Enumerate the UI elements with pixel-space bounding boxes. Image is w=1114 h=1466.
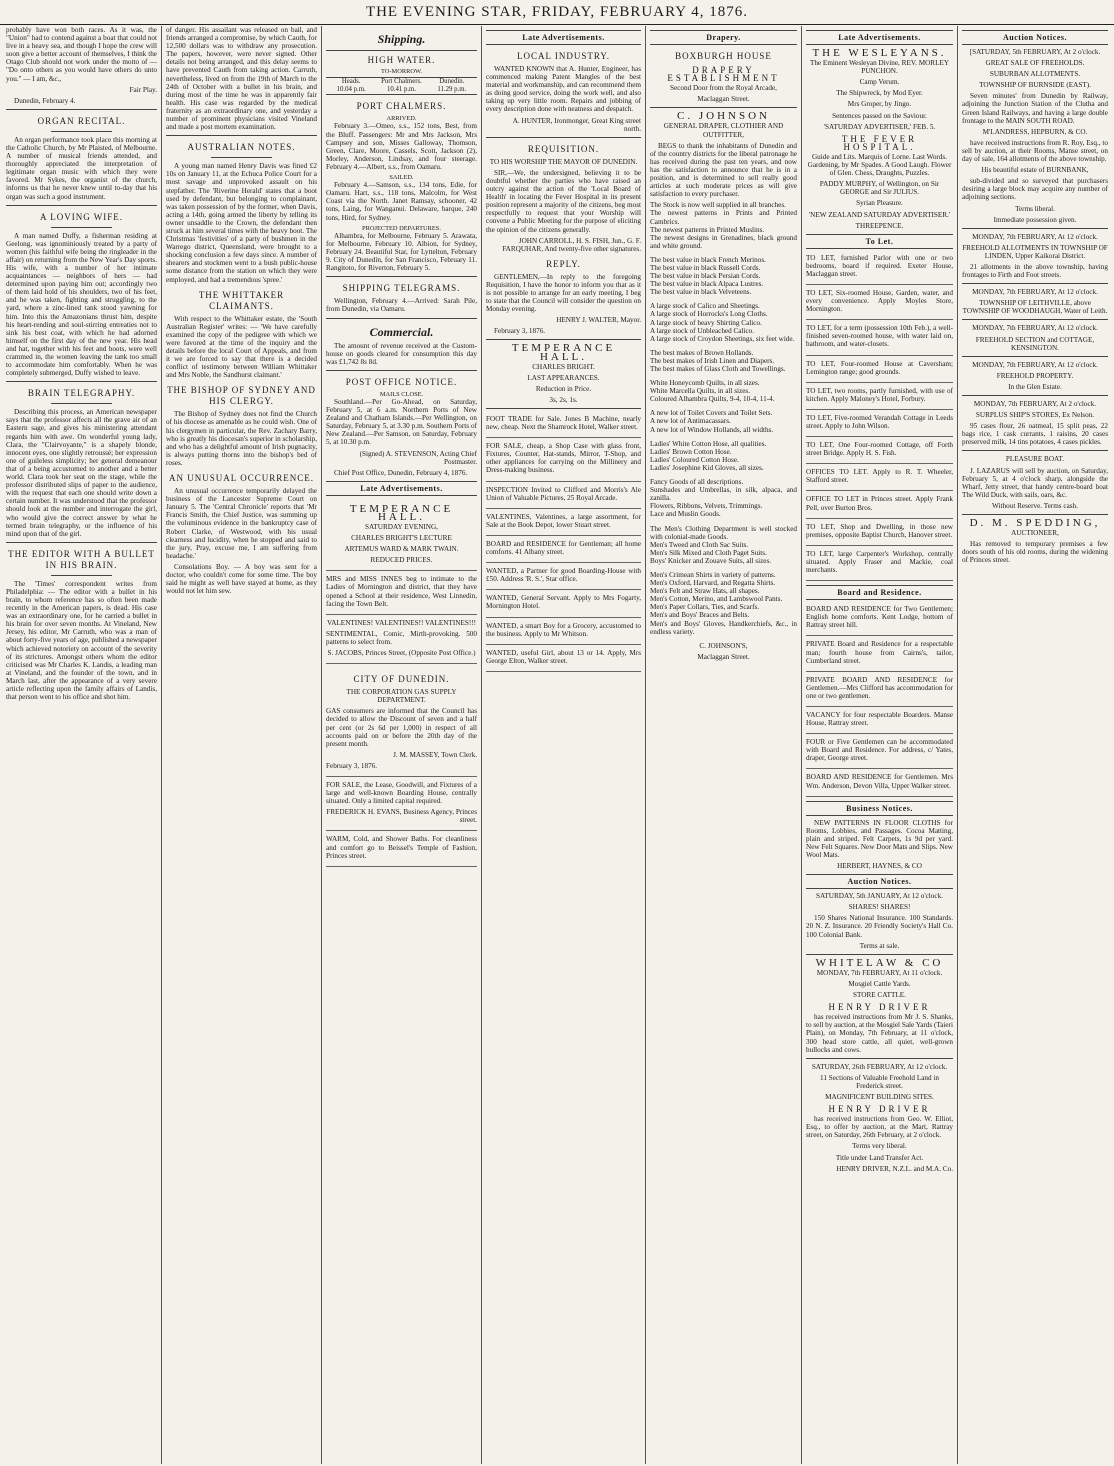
list-item: Fancy Goods of all descriptions.: [650, 478, 744, 487]
divider: [6, 109, 157, 110]
to-let-ad: [806, 493, 953, 518]
list-item: The newest designs in Grenadines, black ground and white ground.: [650, 233, 797, 250]
industry-text: WANTED KNOWN that A. Hunter, Engineer, has commenced making Patent Mangles of the best material and workmanship, and can recommend them as doing good service, doing the work well, and also taking up very little room. Repairs and jobbing of every description done with neatness and despatch.: [486, 65, 641, 114]
auction-terms: Terms at sale.: [859, 941, 900, 950]
divider: [650, 107, 797, 108]
title-act: Title under Land Transfer Act.: [835, 1153, 924, 1162]
divider: [962, 283, 1108, 284]
spedding-sub: AUCTIONEER,: [1011, 529, 1059, 538]
driver-sign: HENRY DRIVER, N.Z.L. and M.A. Co.: [836, 1164, 953, 1173]
arrived-text: February 3.—Omeo, s.s., 152 tons, Best, from the Bluff. Passengers: Mr and Mrs Jackson, Mrs Campsey and son, Misses Galloway, Thomson, Green, Clare, Moore, Cassels, Scott, Jackson (2), Morley, Anderson, Lindsay, and four steerage. February 4.—Albert, s.s., from Oamaru.: [326, 122, 477, 171]
ad-text: TO LET, Four-roomed House at Caversham; Lemington range; good grounds.: [806, 359, 953, 376]
a1-sub: SUBURBAN ALLOTMENTS.: [989, 70, 1081, 79]
spedding-text: Has removed to temporary premises a few doors south of his old rooms, during the widening of Princes street.: [962, 540, 1108, 565]
ad-baths: [326, 833, 477, 866]
list-item: White Honeycomb Quilts, in all sizes.: [650, 379, 760, 388]
to-let-ad: [806, 466, 953, 491]
johnson-stock-list: [650, 201, 797, 635]
ad-line: REDUCED PRICES.: [370, 556, 433, 565]
list-item: The best value in black Persian Cords.: [650, 272, 761, 281]
ad-text: TO LET, Shop and Dwelling, in those new premises, opposite Baptist Church, Hanover street.: [806, 522, 953, 539]
ad-text: GAS consumers are informed that the Council has decided to allow the Discount of seven and a half per cent (or 2s 6d per 1,000) in respect of all accounts paid on or before the 20th day of the present month.: [326, 707, 477, 748]
th-line: 3s, 2s, 1s.: [549, 395, 578, 404]
ad-text: WANTED, a Partner for good Boarding-House with £50. Address 'R. S.', Star office.: [486, 567, 641, 584]
divider: [806, 1058, 953, 1059]
divider: [962, 514, 1108, 515]
classified-ad: [486, 538, 641, 563]
accident-text: An unusual occurrence temporarily delayed the business of the Lancester Supreme Court on January 5. The 'Central Chronicle' reports that 'Mr Francis Smith, the Chief Justice, was summing up the voluminous evidence in the bankruptcy case of Robert Clarke, of Westwood, with his usual clearness and lucidity, when he stopped and said to the jury, Pray, excuse me, I am suffering from headache.': [166, 487, 317, 560]
mon5-date: MONDAY, 7th FEBRUARY, At 2 o'clock.: [973, 400, 1097, 408]
high-water-table: [326, 77, 477, 95]
sat-date: SATURDAY, 26th FEBRUARY, At 12 o'clock.: [811, 1062, 948, 1071]
list-item: Men's and Boys' Gloves, Handkerchiefs, &c., in endless variety.: [650, 619, 797, 636]
a1-firm-text: have received instructions from R. Roy, Esq., to sell by auction, at their Rooms, Manse street, on day of sale, 164 allotments of the above township.: [962, 138, 1108, 164]
mon4-date: MONDAY, 7th FEBRUARY, At 12 o'clock.: [972, 360, 1098, 369]
ad-text: FOR SALE, the Lease, Goodwill, and Fixtures of a large and well-known Boarding House, centrally situated. Only a limited capital required.: [326, 780, 477, 806]
to-let-ad: [806, 358, 953, 383]
list-item: Sunshades and Umbrellas, in silk, alpaca, and zanilla.: [650, 486, 797, 503]
list-item: The best makes of Glass Cloth and Towellings.: [650, 365, 786, 373]
fever-title: THE FEVER HOSPITAL.: [841, 133, 918, 152]
column-4: [482, 26, 646, 1464]
brain-title: BRAIN TELEGRAPHY.: [27, 388, 136, 399]
boxburgh-title: BOXBURGH HOUSE: [675, 51, 772, 61]
ad-text: VALENTINES, Valentines, a large assortment, for Sale at the Book Depot, lower Stuart street.: [486, 512, 641, 529]
closing-text: Consolations Boy. — A boy was sent for a doctor, who couldn't come for some time. The boy said he might as well have stayed at home, as they would not let him sew.: [166, 562, 317, 596]
hw-place: Dunedin.: [439, 78, 465, 86]
mon2-title: TOWNSHIP OF LEITHVILLE, above TOWNSHIP OF WOODHAUGH, Water of Leith.: [962, 299, 1108, 316]
board-ad: [806, 638, 953, 671]
spedding-title: D. M. SPEDDING,: [969, 517, 1101, 530]
ad-sub: THE CORPORATION GAS SUPPLY DEPARTMENT.: [346, 688, 457, 705]
ad-sub: SATURDAY EVENING,: [365, 523, 438, 532]
list-item: A large stock of heavy Shirting Calico.: [650, 318, 762, 327]
auction-text: 150 Shares National Insurance. 100 Standards. 20 N. Z. Insurance. 20 Friendly Society's Hall Co. 100 Colonial Bank.: [806, 914, 953, 939]
a1-title: GREAT SALE OF FREEHOLDS.: [985, 59, 1085, 68]
to-let-ad: [806, 385, 953, 410]
list-item: The best value in black Velveteens.: [650, 288, 752, 297]
driver2-text: has received instructions from Geo. W. Elliot, Esq., to offer by auction, at the Mart, Rattray street, on Saturday, 26th February, at 2 o'clock.: [806, 1115, 953, 1140]
ad-title: CITY OF DUNEDIN.: [353, 674, 450, 685]
list-item: Men's Oxford, Harvard, and Regatta Shirts.: [650, 579, 776, 588]
ad-text: TO LET, furnished Parlor with one or two bedrooms, board if required. Exeter House, Maclaggan street.: [806, 253, 953, 278]
a1-township: TOWNSHIP OF BURNSIDE (EAST).: [979, 81, 1091, 90]
port-chalmers-title: PORT CHALMERS.: [356, 101, 447, 112]
johnson-sign: C. JOHNSON'S,: [699, 641, 748, 650]
auction-title: Auction Notices.: [962, 30, 1108, 45]
auction-title: Auction Notices.: [806, 874, 953, 889]
post-office-text: Southland.—Per Go-Ahead, on Saturday, February 5, at 6 a.m. Northern Ports of New Zealand and Chatham Islands.—Per Wellington, on Saturday, February 5, at 3.30 p.m. Southern Ports of New Zealand.—Per Samson, on Saturday, February 5, at 10.30 p.m.: [326, 397, 477, 447]
list-item: Ladies' Josephine Kid Gloves, all sizes.: [650, 463, 764, 472]
hw-time: 11.29 p.m.: [437, 86, 467, 94]
ad-text: TO LET, two rooms, partly furnished, with use of kitchen. Apply Maloney's Hotel, Forbury.: [806, 386, 953, 403]
board-ad: [806, 709, 953, 734]
telegrams-title: SHIPPING TELEGRAMS.: [342, 283, 461, 294]
a1-estate: His beautiful estate of BURNBANK,: [981, 166, 1089, 175]
list-item: Men's and Boys' Braces and Belts.: [650, 611, 750, 620]
list-item: A new lot of Toilet Covers and Toilet Sets.: [650, 409, 773, 418]
divider: [51, 131, 111, 132]
ad-date: February 3, 1876.: [326, 761, 378, 770]
a1-firm: M'LANDRESS, HEPBURN, & CO.: [982, 127, 1088, 136]
ad-title: VALENTINES! VALENTINES!! VALENTINES!!!: [326, 618, 477, 627]
column-6: [802, 26, 958, 1464]
late-ads-title: Late Advertisements.: [806, 30, 953, 45]
whitelaw-date: MONDAY, 7th FEBRUARY, At 11 o'clock.: [816, 968, 943, 977]
johnson-sub: GENERAL DRAPER, CLOTHIER AND OUTFITTER,: [663, 122, 784, 139]
johnson-intro: BEGS to thank the inhabitants of Dunedin and of the country districts for the liberal patronage he has received during the past ten years, and now has the satisfaction to announce that he is in a position, and is determined to sell really good articles at such moderate prices as will give satisfaction to every purchaser.: [650, 141, 797, 199]
divider: [6, 381, 157, 382]
th-title: TEMPERANCE HALL.: [511, 342, 616, 363]
divider: [326, 276, 477, 277]
newspaper-columns: [2, 26, 1112, 1464]
ad-text: PRIVATE Board and Residence for a respectable man; fourth house from Cairns's, tailor, Cumberland street.: [806, 640, 953, 665]
mon1-date: MONDAY, 7th FEBRUARY, At 12 o'clock.: [972, 232, 1098, 241]
ad-text: FOOT TRADE for Sale. Jones B Machine, nearly new, cheap. Next the Shamrock Hotel, Walker street.: [486, 415, 641, 432]
list-item: Ladies' Brown Cotton Hose.: [650, 447, 732, 456]
ad-valentines: [326, 617, 477, 664]
telegrams-text: Wellington, February 4.—Arrived: Sarah Pile, from Dunedin, via Oamaru.: [326, 297, 477, 314]
drapery-title: Drapery.: [650, 30, 797, 45]
ad-text: TO LET, Six-roomed House, Garden, water, and every convenience. Apply Moyles Store, Mornington.: [806, 288, 953, 314]
reply-date: February 3, 1876.: [494, 327, 546, 336]
business-title: Business Notices.: [806, 801, 953, 816]
ad-sign: J. M. MASSEY, Town Clerk.: [393, 750, 477, 759]
list-item: The best value in black Russell Cords.: [650, 263, 761, 272]
list-item: The best value in black French Merinos.: [650, 255, 766, 264]
johnson-title: C. JOHNSON: [677, 110, 770, 123]
board-ad: [806, 603, 953, 636]
pleasure-boat-terms: Without Reserve. Terms cash.: [992, 501, 1078, 510]
ad-sign: FREDERICK H. EVANS, Business Agency, Princes street.: [326, 808, 477, 825]
classified-ad: [486, 440, 641, 481]
to-let-ad: [806, 521, 953, 546]
business-sign: HERBERT, HAYNES, & CO: [837, 862, 922, 871]
wesleyans-line: The Shipwreck, by Mod Eyer.: [836, 89, 923, 98]
boxburgh-line: Second Door from the Royal Arcade,: [670, 84, 777, 93]
ad-text: FOUR or Five Gentlemen can be accommodated with Board and Residence. For address, c/ Yates, draper, George street.: [806, 738, 953, 763]
mon5-title: SURPLUS SHIP'S STORES, Ex Nelson.: [975, 411, 1095, 420]
reply-sign: HENRY J. WALTER, Mayor.: [556, 316, 641, 325]
nzsat-title: 'NEW ZEALAND SATURDAY ADVERTISER.': [808, 210, 951, 219]
wesleyans-line: Sentences passed on the Saviour.: [832, 111, 927, 120]
mon1-text: 21 allotments in the above township, having frontages to Firth and Foot streets.: [962, 262, 1108, 280]
classified-ad: [486, 484, 641, 509]
list-item: Men's Crimean Shirts in variety of patterns.: [650, 570, 776, 579]
wesleyans-title: THE WESLEYANS.: [812, 47, 947, 59]
classified-ad: [486, 592, 641, 617]
requisition-sub: TO HIS WORSHIP THE MAYOR OF DUNEDIN.: [489, 157, 638, 166]
list-item: The Men's Clothing Department is well stocked with colonial-made Goods.: [650, 524, 797, 541]
arrived-label: ARRIVED.: [386, 115, 417, 123]
list-item: The best makes of Brown Hollands.: [650, 348, 754, 357]
list-item: White Marcella Quilts, in all sizes.: [650, 387, 750, 396]
classified-ad: [486, 565, 641, 590]
divider: [326, 50, 477, 51]
post-office-sign: (Signed) A. STEVENSON, Acting Chief Postmaster.: [359, 449, 477, 466]
divider: [211, 157, 271, 158]
wesleyans-line: Mrs Groper, by Jingo.: [847, 100, 912, 109]
to-let-ad: [806, 439, 953, 464]
mon3-title: FREEHOLD SECTION and COTTAGE, KENSINGTON.: [975, 335, 1095, 352]
hw-time: 10.04 p.m.: [336, 86, 366, 94]
requisition-title: REQUISITION.: [527, 143, 600, 154]
a1-possession: Immediate possession given.: [993, 215, 1077, 224]
ad-text: OFFICE TO LET in Princes street. Apply Frank Pell, over Burton Bros.: [806, 495, 953, 512]
industry-title: LOCAL INDUSTRY.: [516, 51, 610, 61]
auction-date: SATURDAY, 5th JANUARY, At 12 o'clock.: [816, 892, 943, 901]
hw-place: Port Chalmers.: [381, 78, 422, 86]
to-let-ad: [806, 548, 953, 581]
commercial-text: The amount of revenue received at the Custom-house on goods cleared for consumption this day was £1,742 8s 8d.: [326, 341, 477, 366]
masthead: THE EVENING STAR, FRIDAY, FEBRUARY 4, 1876.: [0, 0, 1114, 25]
paddy-line: Syrian Pleasure.: [856, 199, 903, 208]
ad-text: WARM, Cold, and Shower Baths. For cleanliness and comfort go to Beissel's Temple of Fashion, Princes street.: [326, 835, 477, 860]
list-item: Men's Cotton, Merino, and Lambswool Pants.: [650, 595, 783, 604]
post-office-title: POST OFFICE NOTICE.: [345, 376, 458, 387]
hw-time: 10.41 p.m.: [386, 86, 417, 94]
ad-text: VACANCY for four respectable Boarders. Manse House, Rattray street.: [806, 710, 953, 728]
ad-temperance-hall: [326, 499, 477, 572]
sat-title: MAGNIFICENT BUILDING SITES.: [825, 1092, 934, 1101]
high-water-sub: TO-MORROW.: [380, 68, 422, 75]
divider: [51, 403, 111, 404]
to-let-ad: [806, 287, 953, 320]
mails-close-label: MAILS CLOSE.: [379, 390, 424, 398]
ad-text: INSPECTION Invited to Clifford and Morris's Ale Union of Valuable Pictures, 25 Royal Arcade.: [486, 485, 641, 502]
board-ad: [806, 771, 953, 796]
ad-text: TO LET, One Four-roomed Cottage, off Forth street Bridge. Apply H. S. Fish.: [806, 441, 953, 458]
brain-text: Describing this process, an American newspaper says that the professor affects all the grave air of an Eastern sage, and gives his ministering attendant regards him with awe. On wonderful young lady, Clara, the "Clairvoyante," is a shapely blonde, innocent eyes, one slightly retroussé; her expression one of guileless simplicity; her general demeanour that of a being accustomed to another and a better world. Clara took her seat on the stage, while the professor distributed slips of paper to the audience, with the request that each one should write down a certain number. It was understood that the professor should look at the number and interrogate the girl, who would give the correct answer by what he termed brain telegraphy, or the influence of his mind upon that of the girl.: [6, 408, 157, 538]
wesleyans-line: Camp Verum.: [859, 78, 900, 87]
requisition-sign: JOHN CARROLL, H. S. FISH, Jun., G. F. FARQUHAR, And twenty-five other signatures.: [502, 236, 641, 253]
list-item: Men's Silk Mixed and Cloth Paget Suits.: [650, 548, 767, 557]
reply-text: GENTLEMEN,—In reply to the foregoing Requisition, I have the honor to inform you that as it is not possible to arrange for an early meeting, I beg to state that the Council will consider the question on Monday evening.: [486, 272, 641, 314]
whitelaw-sub: STORE CATTLE.: [853, 991, 906, 1000]
divider: [486, 339, 641, 340]
mon2-date: MONDAY, 7th FEBRUARY, At 12 o'clock.: [972, 288, 1098, 297]
ad-text: WANTED, a smart Boy for a Grocery, accustomed to the business. Apply to Mr Whitson.: [486, 621, 641, 638]
projected-text: Alhambra, for Melbourne, February 5. Arawata, for Melbourne, February 10. Albion, for Sydney, February 24. Beautiful Star, for Lyttelton, February 9. City of Dunedin, for San Francisco, February 11. Rangitoto, for Riverton, February 5.: [326, 231, 477, 273]
list-item: Ladies' White Cotton Hose, all qualities.: [650, 439, 767, 448]
to-let-ad: [806, 322, 953, 355]
board-ad: [806, 736, 953, 769]
a1-text: Seven minutes' from Dunedin by Railway, adjoining the Junction Station of the Clutha and Green Island Railways, and having a large double frontage to the MAIN SOUTH ROAD.: [962, 92, 1108, 125]
notes-text: A young man named Henry Davis was fined £2 10s on January 11, at the Echuca Police Court for a most savage and unprovoked assault on his stepfather. The 'Riverine Herald' states that a boot used by defendant, but belonging to complainant, was taken possession of by the former, when Davis, acting a 14th, going armed the liberty by telling its owner unsaddle to the Crown, the defendant then struck at him several times with the heavy boot. The Christmas 'festivities' of a party of bushmen in the Warrego district, Queensland, were brought to a shocking conclusion a few days since. A number of shearers and stockmen went to a bush public-house some distance from the station on which they were employed, and had a tremendous 'spree.': [166, 162, 317, 284]
driver-text: has received instructions from Mr J. S. Shanks, to sell by auction, at the Mosgiel Sale Yards (Taieri Plain), on Monday, 7th February, at 11 o'clock, 300 head store cattle, all quiet, well-grown bullocks and cows.: [806, 1013, 954, 1054]
ad-text: TO LET, large Carpenter's Workshop, centrally situated. Apply Fraser and Mackie, coal merchants.: [806, 549, 953, 575]
list-item: The newest patterns in Printed Muslins.: [650, 225, 765, 234]
divider: [166, 135, 317, 136]
accident-title: AN UNUSUAL OCCURRENCE.: [169, 473, 314, 484]
mon3-date: MONDAY, 7th FEBRUARY, At 12 o'clock.: [972, 324, 1098, 333]
mon5-text: 95 cases flour, 26 oatmeal, 15 split peas, 22 bags rice, 1 cask currants, 1 raisins, 20 cases preserved milk, 14 tins potatoes, 4 cases pickles.: [962, 422, 1108, 447]
ad-text: BOARD and RESIDENCE for Gentleman; all home comforts. 41 Albany street.: [486, 539, 641, 557]
organ-title: ORGAN RECITAL.: [37, 115, 126, 126]
intro-text: probably have won both races. As it was, the "Union" had to contend against a boat that could not live in a heavy sea, and though I hope the crew will soon give a better account of themselves, I think the Otago Club should not work under the motto of — "Do onto others as you would have others do unto you." — I am, &c.,: [6, 26, 157, 83]
list-item: A large stock of Horrocks's Long Cloths.: [650, 310, 768, 319]
shipping-title: Shipping.: [377, 32, 426, 46]
list-item: A large stock of Croydon Sheetings, six feet wide.: [650, 334, 795, 343]
list-item: Men's Felt and Straw Hats, all shapes.: [650, 587, 760, 596]
th-line: Reduction in Price.: [535, 384, 592, 393]
ad-city-gas: [326, 666, 477, 777]
notes-title: AUSTRALIAN NOTES.: [187, 142, 296, 153]
ad-text: FOR SALE, cheap, a Shop Case with glass front, Fixtures, Counter, Hat-stands, Mirror, T-Shop, and other appliances for carrying on the Millinery and Dress-making business.: [486, 442, 641, 475]
list-item: Coloured Alhambra Quilts, 9-4, 10-4, 11-4.: [650, 395, 775, 404]
column-3: [322, 26, 482, 1464]
danger-text: of danger. His assailant was released on bail, and friends arranged a compromise, by which Cauth, for 12,500 dollars was to withdraw any prosecution. The papers, however, were never signed. Other details not being arranged, and this delay seems to have prevented Cauth from taking action. Carruth, nevertheless, lived on from the 19th of March to the 24th of October with a bullet in his brain, and during most of the time he was in apparently fair health. His case was regarded by the medical fraternity as an extraordinary one, and yesterday a number of prominent physicians visited Vineland and made a post mortem examination.: [166, 26, 317, 132]
whittaker-title: THE WHITTAKER CLAIMANTS.: [198, 289, 285, 311]
divider: [806, 954, 953, 955]
list-item: Men's Tweed and Cloth Sac Suits.: [650, 540, 749, 549]
ad-text: WANTED, General Servant. Apply to Mrs Fogarty, Mornington Hotel.: [486, 594, 641, 611]
classified-ad: [486, 647, 641, 672]
list-item: The best makes of Irish Linen and Diapers.: [650, 356, 775, 365]
boxburgh-sub: DRAPERY ESTABLISHMENT: [667, 65, 780, 84]
organ-text: An organ performance took place this morning at the Catholic Church, by Mr Plaisted, of Melbourne. A number of musical friends attended, and thoroughly appreciated the interpretation of legitimate organ music with which they were favored. Mr Sykes, the organist of the church, informs us that he never knew until to-day that his organ was such a good instrument.: [6, 135, 157, 201]
whitelaw-place: Mosgiel Cattle Yards.: [848, 979, 911, 988]
a1-terms: Terms liberal.: [1015, 204, 1055, 213]
ad-text: BOARD AND RESIDENCE for Gentlemen. Mrs Wm. Anderson, Devon Villa, Upper Walker street.: [806, 773, 953, 790]
pleasure-boat-title: PLEASURE BOAT.: [1005, 455, 1065, 464]
late-ads-title: Late Advertisements.: [326, 481, 477, 496]
divider: [51, 575, 111, 576]
divider: [326, 318, 477, 319]
list-item: The best value in black Alpaca Lustres.: [650, 280, 764, 289]
list-item: Ladies' Coloured Cotton Hose.: [650, 455, 739, 464]
divider: [962, 228, 1108, 229]
classified-ad: [486, 511, 641, 536]
sailed-text: February 4.—Samson, s.s., 134 tons, Edie, for Oamaru. Hart, s.s., 118 tons, Malcolm, for West Coast via the North. Janet Ramsay, schooner, 42 tons, Laing, for Wanganui. Delaware, barque, 240 tons, Hird, for Sydney.: [326, 181, 477, 222]
column-1: [2, 26, 162, 1464]
classified-ad: [486, 413, 641, 438]
ad-text: OFFICES TO LET. Apply to R. T. Wheeler, Stafford street.: [806, 468, 953, 485]
high-water-title: HIGH WATER.: [367, 55, 436, 65]
ad-school: [326, 573, 477, 614]
board-ad: [806, 674, 953, 707]
wife-title: A LOVING WIFE.: [39, 211, 124, 222]
auction-heading: SHARES! SHARES!: [848, 903, 911, 912]
fever-text: Guide and Lits. Marquis of Lorne. Last Words. Gardening, by Mr Spades. A Good Laugh. Flower of Glen. Chess, Draughts, Puzzles.: [807, 152, 952, 178]
list-item: A large stock of Unbleached Calico.: [650, 326, 755, 335]
list-item: Flowers, Ribbons, Velvets, Trimmings.: [650, 502, 763, 511]
board-title: Board and Residence.: [806, 585, 953, 600]
divider: [6, 205, 157, 206]
editor-text: The 'Times' correspondent writes from Philadelphia: — The editor with a bullet in his brain, to whom reference has so often been made recently in the American papers, is dead. His case was an extraordinary one, for he carried a bullet in his brain for over seven months. At Vineland, New Jersey, his editor, Mr Carruth, who was a man of about forty-five years of age, published a newspaper which achieved notoriety on account of the severity of its strictures. Amongst others whom the editor criticised was Mr Charles K. Landis, a leading man at Vineland, and the founder of the town, and in March last, after the appearance of a very severe article reflecting upon the family affairs of Landis, that person went to his office and shot him.: [6, 579, 157, 702]
ad-text: SENTIMENTAL, Comic, Mirth-provoking. 500 patterns to select from.: [326, 629, 477, 646]
list-item: Boys' Knicker and Zouave Suits, all sizes.: [650, 556, 772, 565]
to-let-title: To Let.: [806, 234, 953, 249]
driver2-title: HENRY DRIVER: [828, 1104, 931, 1115]
list-item: Men's Paper Collars, Ties, and Scarfs.: [650, 603, 760, 612]
list-item: A large stock of Calico and Sheetings.: [650, 302, 760, 311]
late-ads-title: Late Advertisements.: [486, 30, 641, 45]
sailed-label: SAILED.: [389, 173, 414, 181]
whitelaw-title: WHITELAW & CO: [815, 956, 944, 969]
to-let-ad: [806, 412, 953, 437]
terms: Terms very liberal.: [852, 1142, 907, 1151]
requisition-text: SIR,—We, the undersigned, believing it to be doubtful whether the parties who have raised an outcry against the action of the 'Local Board of Health' in locating the Fever Hospital in its present position represent a majority of the citizens, beg most respectfully to request that your Worship will convene a Public Meeting for the purpose of eliciting the opinion of the citizens generally.: [486, 168, 641, 234]
wife-text: A man named Duffy, a fisherman residing at Geelong, was ignominiously treated by a party of women (his faithful wife being the ringleader in the affair) on returning from the New Year's Day sports. His wife, with a number of her intimate acquaintances — neighbors of hers — had determined upon paying him out; accordingly two of them laid hold of his shoulders, two of his feet, and he was taken, fighting and struggling, to the yard, where a zinc-lined tank stood yawning for him. Into this the Amazonians thrust him, despite his heart-rending and soul-stirring entreaties not to sink his best coat, with which he had adorned himself on the first day of the new year. His head and hat, together with his feet and boots, were well crammed in, the women leaving the tank too small to accommodate him comfortably. When he was completely submerged, Duffy wished to leave.: [6, 231, 157, 378]
ad-text: WANTED, useful Girl, about 13 or 14. Apply, Mrs George Elton, Walker street.: [486, 648, 641, 665]
mon4-sub: In the Glen Estate.: [1008, 382, 1062, 391]
commercial-title: Commercial.: [369, 324, 434, 339]
column-7: [958, 26, 1112, 1464]
column-5: [646, 26, 802, 1464]
hw-place: Heads.: [341, 78, 361, 86]
paddy-text: PADDY MURPHY, of Wellington, on Sir GEORGE and Sir JULIUS.: [819, 180, 940, 197]
mon4-title: FREEHOLD PROPERTY.: [996, 371, 1074, 380]
projected-label: PROJECTED DEPARTURES.: [362, 224, 441, 232]
a1-estate-text: sub-divided and so surveyed that purchasers desiring a large block may acquire any number of adjoining sections.: [962, 177, 1108, 202]
divider: [51, 227, 111, 228]
ad-title: TEMPERANCE HALL.: [349, 502, 454, 523]
ad-text: PRIVATE BOARD AND RESIDENCE for Gentlemen.—Mrs Clifford has accommodation for one or two gentlemen.: [806, 675, 953, 700]
classified-ad: [486, 620, 641, 645]
to-let-ad: [806, 252, 953, 285]
divider: [326, 370, 477, 371]
column-2: [162, 26, 322, 1464]
ad-text: TO LET, for a term (possession 10th Feb.), a well-finished seven-roomed house, with water laid on, bathroom, and water-closets.: [806, 324, 953, 349]
list-item: The Stock is now well supplied in all branches.: [650, 201, 786, 210]
divider: [6, 542, 157, 543]
list-item: A new lot of Antimacassars.: [650, 417, 731, 426]
editor-title: THE EDITOR WITH A BULLET IN HIS BRAIN.: [8, 548, 155, 570]
whittaker-text: With respect to the Whittaker estate, the 'South Australian Register' writes: — 'We have carefully examined the copy of the pedigree with which we were favored at the time of the inquiry and the details before the local Court of Appeals, and from it we are forced to say that there is a decided conflict of testimony between William Whittaker and Mrs Noble, the Sandhurst claimant.': [166, 314, 317, 380]
a1-date: [SATURDAY, 5th FEBRUARY, At 2 o'clock.: [969, 48, 1101, 56]
th-line: LAST APPEARANCES.: [527, 373, 600, 382]
list-item: A new lot of Window Hollands, all widths.: [650, 425, 774, 434]
reply-title: REPLY.: [546, 258, 581, 269]
ad-text: TO LET, Five-roomed Verandah Cottage in Leeds street. Apply to John Wilson.: [806, 413, 953, 430]
threepence: THREEPENCE.: [855, 221, 904, 230]
wesleyans-text: The Eminent Wesleyan Divine, REV. MORLEY PUNCHON.: [809, 59, 950, 76]
industry-sign: A. HUNTER, Ironmonger, Great King street north.: [512, 116, 641, 133]
divider: [962, 319, 1108, 320]
divider: [486, 137, 641, 138]
list-item: Lace and Muslin Goods.: [650, 510, 721, 519]
ad-line: CHARLES BRIGHT'S LECTURE: [351, 534, 452, 543]
johnson-address: Maclaggan Street.: [697, 652, 750, 661]
divider: [962, 356, 1108, 357]
ad-text: BOARD AND RESIDENCE for Two Gentlemen; English home comforts. Kent Lodge, bottom of Rattray street hill.: [806, 605, 953, 630]
mon1-title: FREEHOLD ALLOTMENTS IN TOWNSHIP OF LINDEN, Upper Kaikorai District.: [962, 243, 1108, 260]
bishop-text: The Bishop of Sydney does not find the Church of his diocese as amenable as he could wish. One of his clergymen in particular, the Rev. Zachary Barry, who is greatly his diocesan's superior in scholarship, and who has a delightful amount of Irish pugnacity, is always putting thorns into the bishop's bed of roses.: [166, 410, 318, 467]
pleasure-boat-text: J. LAZARUS will sell by auction, on Saturday, February 5, at 4 o'clock sharp, alongside the Wharf, Jetty street, that handy centre-board boat The Wild Duck, with sails, oars, &c.: [962, 466, 1108, 499]
ad-text: MRS and MISS INNES beg to intimate to the Ladies of Mornington and district, that they have opened a School at their residence, West Linnedin, facing the Town Belt.: [326, 575, 477, 608]
divider: [962, 450, 1108, 451]
ad-boarding-lease: [326, 779, 477, 831]
divider: [962, 395, 1108, 396]
sat-text: 11 Sections of Valuable Freehold Land in Frederick street.: [820, 1073, 939, 1090]
post-office-date: Chief Post Office, Dunedin, February 4, 1876.: [334, 468, 468, 477]
divider: [486, 408, 641, 409]
th-sub: CHARLES BRIGHT.: [532, 362, 595, 371]
intro-date: Dunedin, February 4.: [14, 96, 76, 105]
driver-title: HENRY DRIVER: [828, 1002, 931, 1013]
intro-signature: Fair Play.: [129, 85, 157, 94]
list-item: The newest patterns in Prints and Printed Cambrics.: [650, 209, 797, 226]
wesleyans-line: 'SATURDAY ADVERTISER,' FEB. 5.: [823, 122, 936, 131]
business-text: NEW PATTERNS IN FLOOR CLOTHS for Rooms, Lobbies, and Passages. Cocoa Matting, plain and striped. Felt Carpets, 1s 9d per yard. New Felt Squares. New Door Mats and Slips. New Wool Mats.: [806, 818, 953, 859]
ad-line: ARTEMUS WARD & MARK TWAIN.: [344, 545, 459, 554]
boxburgh-line: Maclaggan Street.: [697, 95, 750, 104]
bishop-title: THE BISHOP OF SYDNEY AND HIS CLERGY.: [167, 385, 316, 407]
ad-sign: S. JACOBS, Princes Street, (Opposite Post Office.): [327, 649, 476, 658]
